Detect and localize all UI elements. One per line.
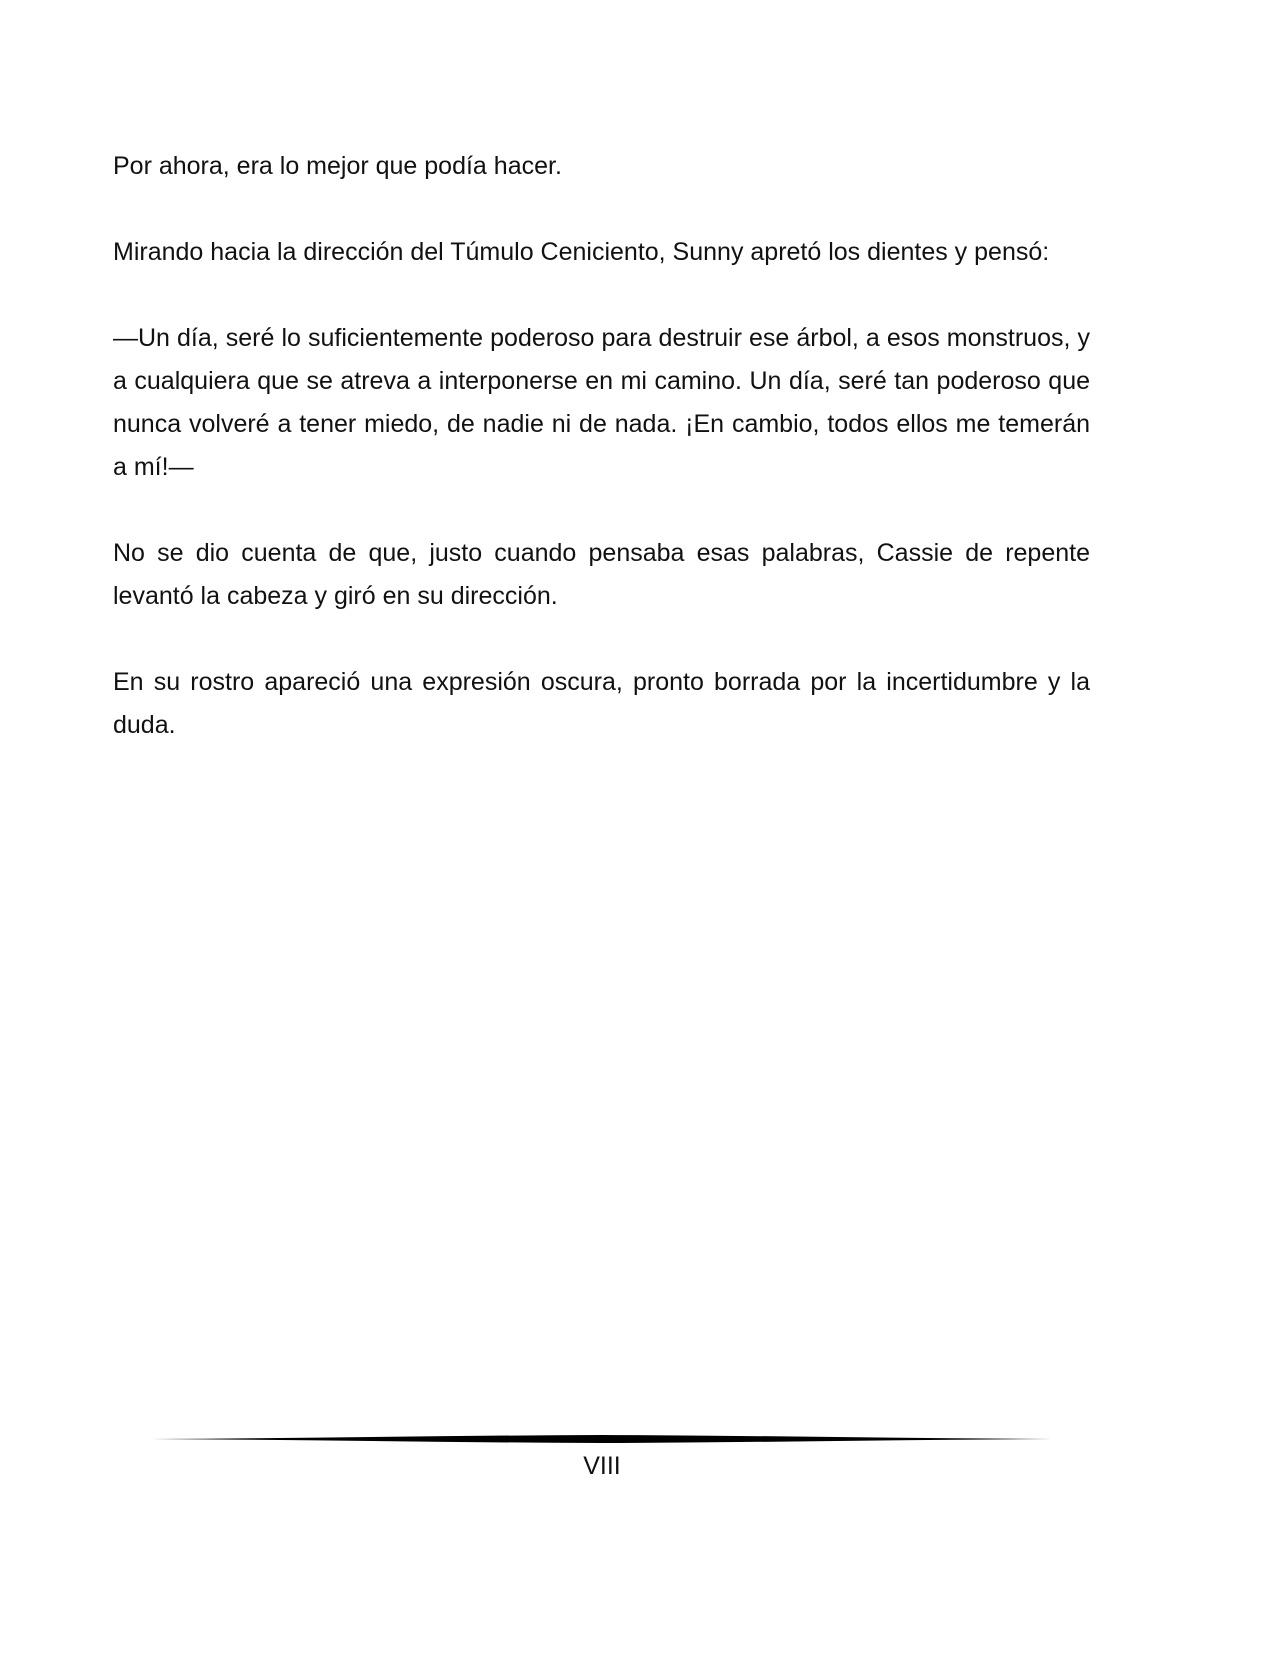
divider-swoosh (152, 1435, 1052, 1443)
paragraph-2: Mirando hacia la dirección del Túmulo Ceniciento, Sunny apretó los dientes y pensó: (113, 238, 1050, 266)
paragraph-3: —Un día, seré lo suficientemente poderoso para destruir ese árbol, a esos monstruos, y a cualquiera que se atreva a interponerse en mi camino. Un día, seré tan poderoso que nunca volveré a tener miedo, de nadie ni de nada. ¡En cambio, todos ellos me temerán a mí!— (113, 324, 1090, 481)
page-number: VIII (583, 1452, 621, 1480)
footer-divider (152, 1432, 1052, 1446)
paragraph-4: No se dio cuenta de que, justo cuando pensaba esas palabras, Cassie de repente levantó la cabeza y giró en su dirección. (113, 539, 1090, 610)
paragraph-1: Por ahora, era lo mejor que podía hacer. (113, 152, 562, 180)
paragraph-5: En su rostro apareció una expresión oscura, pronto borrada por la incertidumbre y la duda. (113, 668, 1090, 739)
body-text (113, 145, 1090, 790)
